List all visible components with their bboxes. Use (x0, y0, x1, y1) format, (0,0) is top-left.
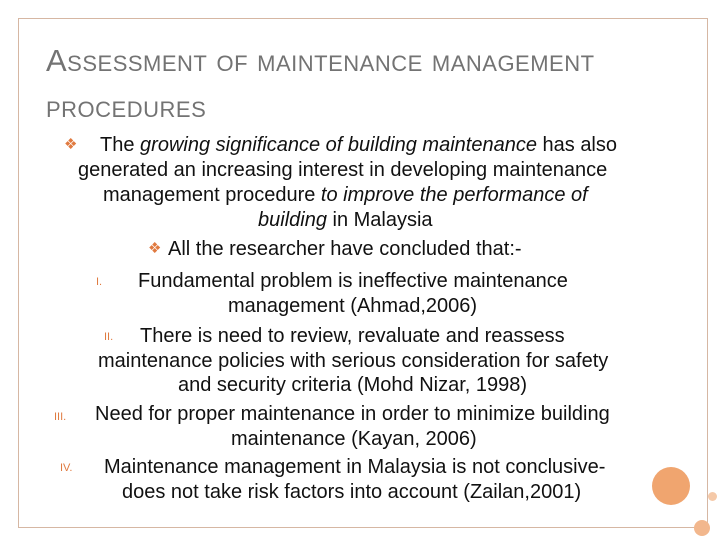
list-number-2: II. (104, 331, 114, 343)
list-item-2-line-1: There is need to review, revaluate and reassess (140, 325, 565, 347)
list-item-3-line-2: maintenance (Kayan, 2006) (231, 428, 477, 450)
diamond-bullet-icon: ❖ (148, 240, 162, 257)
bullet-sub-text: All the researcher have concluded that:- (168, 238, 522, 260)
list-item-3-line-1: Need for proper maintenance in order to minimize building (95, 403, 610, 425)
decorative-circle-large (652, 467, 690, 505)
bullet-main-line-2: generated an increasing interest in developing maintenance (78, 159, 608, 181)
list-item-4-line-1: Maintenance management in Malaysia is not conclusive- (104, 456, 606, 478)
slide-title: Assessment of maintenance management procedures (46, 43, 595, 124)
list-item-4-line-2: does not take risk factors into account (Zailan,2001) (122, 481, 582, 503)
list-number-1: I. (96, 276, 103, 288)
list-number-3: III. (54, 411, 67, 423)
list-number-4: IV. (60, 462, 73, 474)
bullet-main-line-1: The growing significance of building maintenance has also (100, 134, 618, 156)
bullet-main-line-4: building in Malaysia (258, 209, 433, 231)
decorative-circle-small (694, 520, 710, 536)
diamond-bullet-icon: ❖ (64, 136, 78, 153)
list-item-1-line-2: management (Ahmad,2006) (228, 295, 478, 317)
list-item-2-line-2: maintenance policies with serious consideration for safety (98, 350, 609, 372)
list-item-1-line-1: Fundamental problem is ineffective maintenance (138, 270, 568, 292)
bullet-main-line-3: management procedure to improve the performance of (103, 184, 588, 206)
list-item-2-line-3: and security criteria (Mohd Nizar, 1998) (178, 374, 528, 396)
decorative-circle-tiny (708, 492, 717, 501)
